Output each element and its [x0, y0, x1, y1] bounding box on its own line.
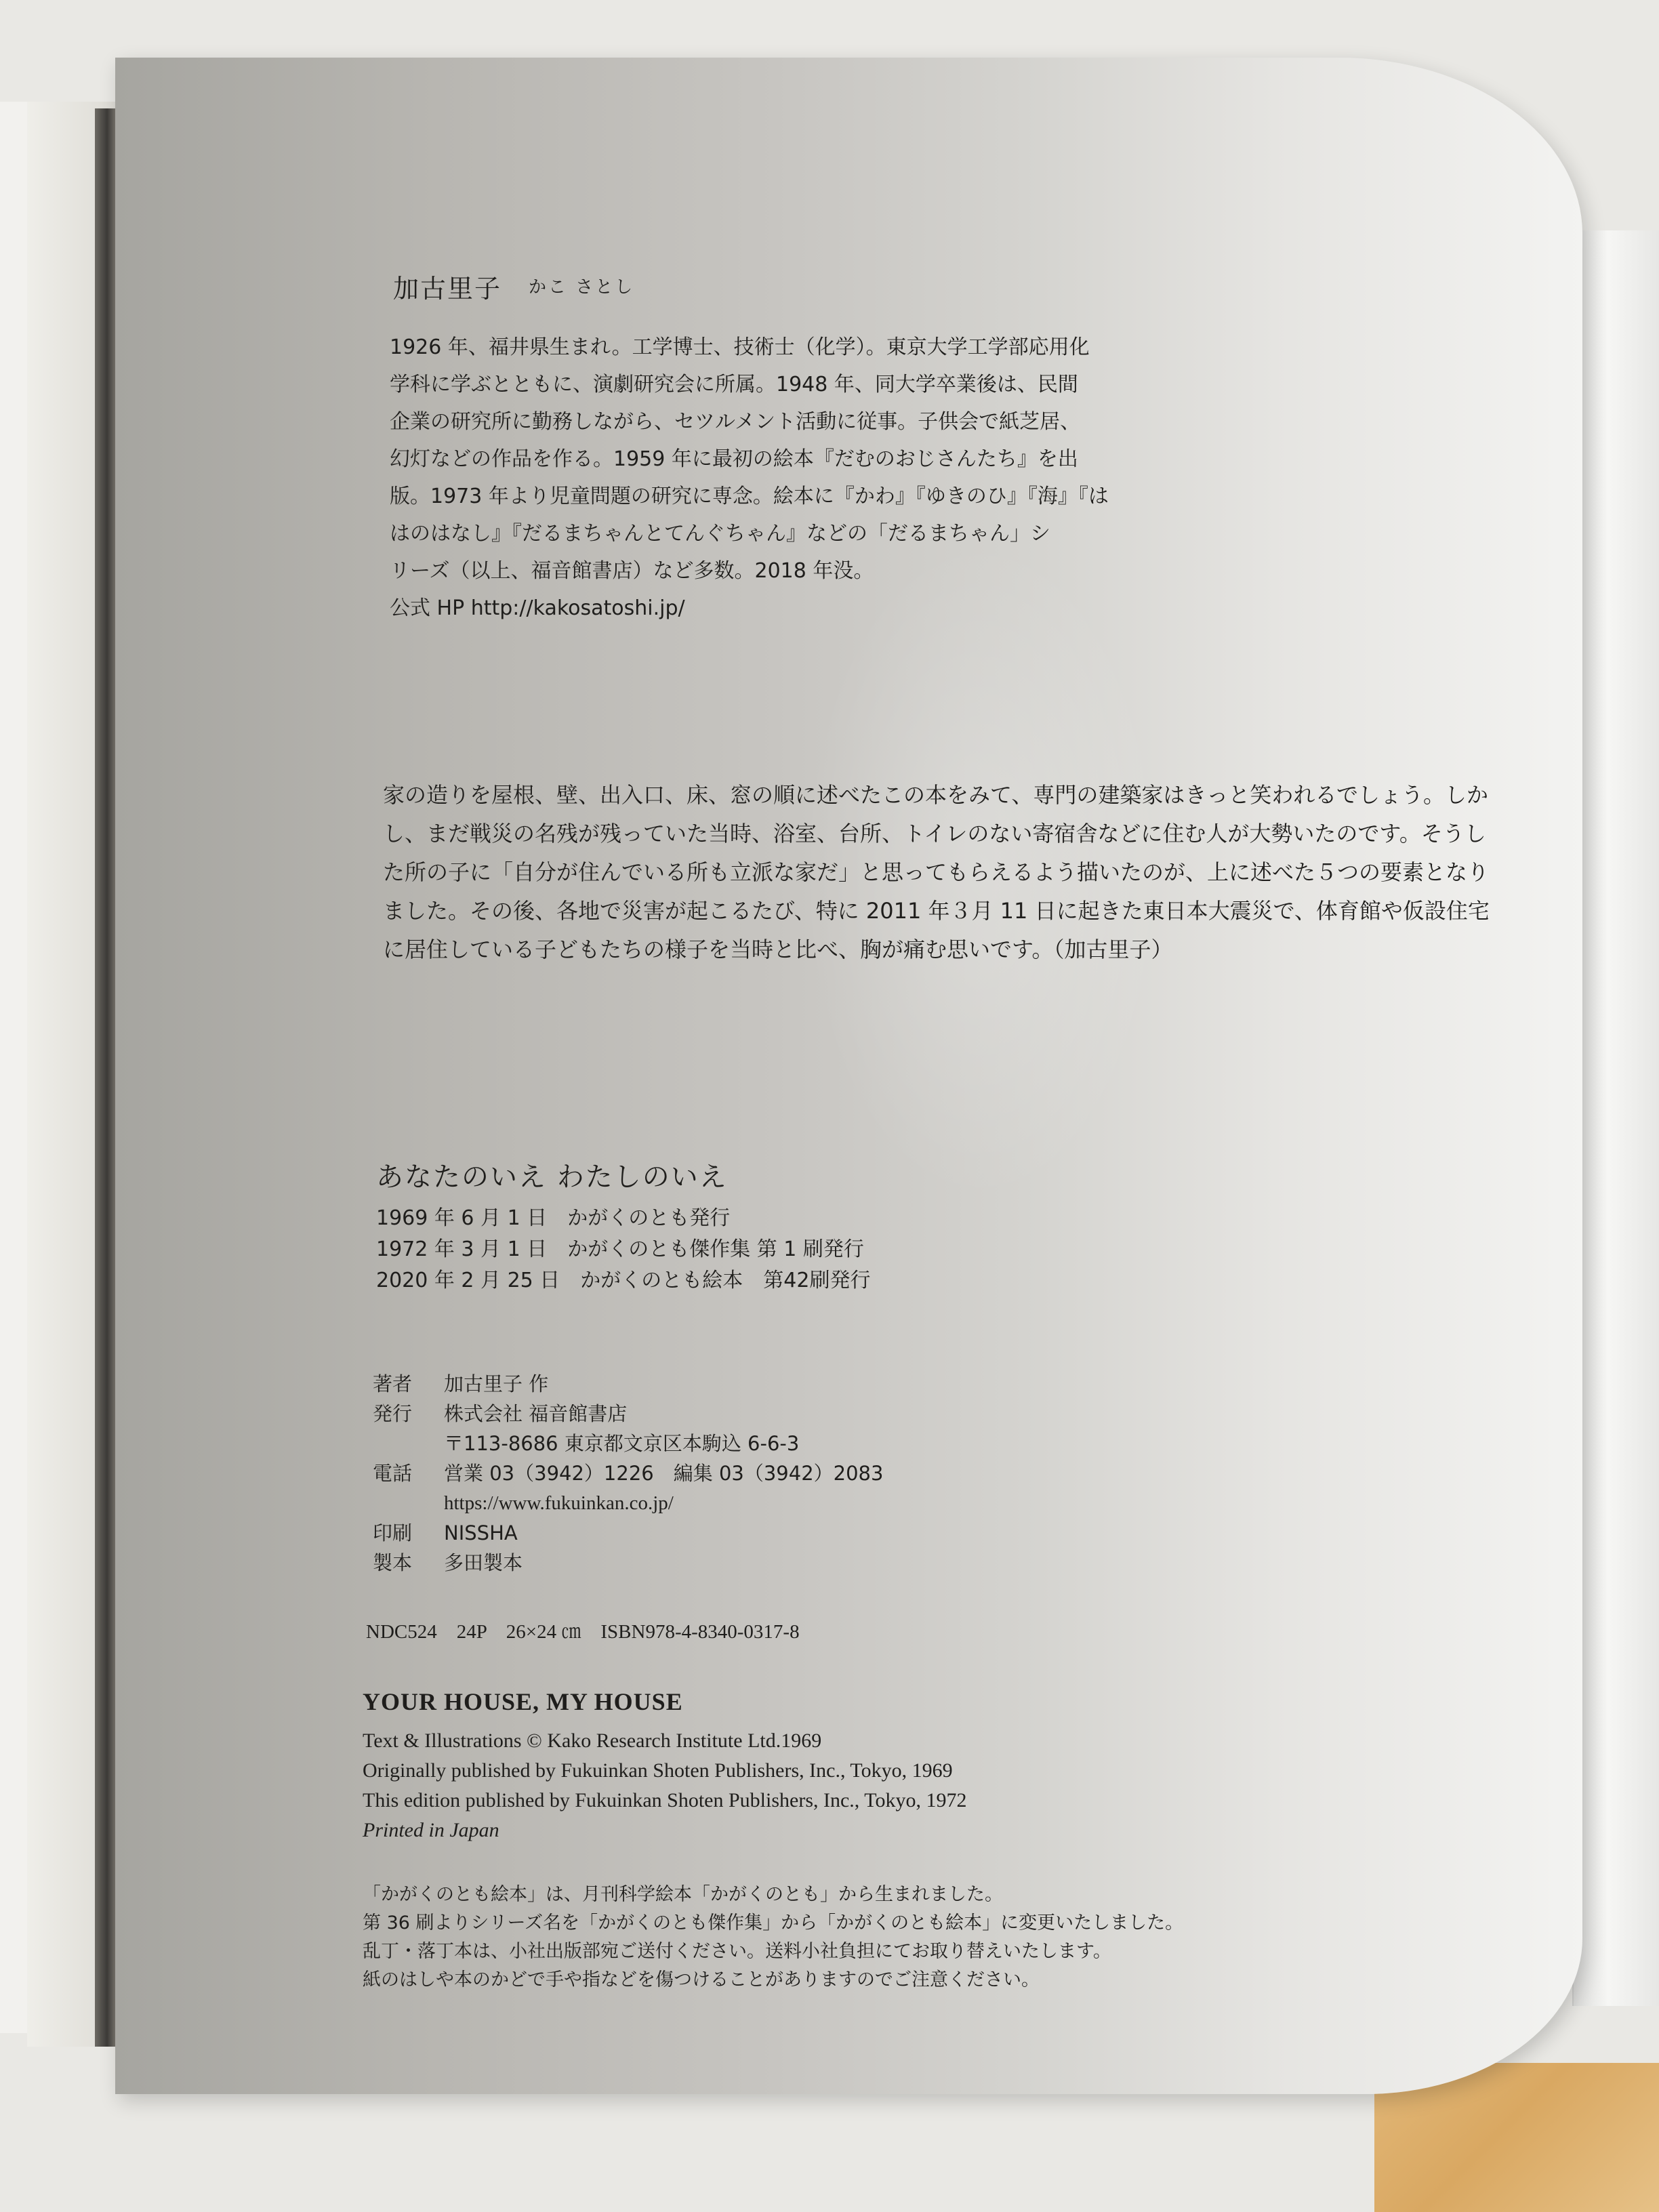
english-title: YOUR HOUSE, MY HOUSE [363, 1688, 683, 1715]
bio-line: 幻灯などの作品を作る。1959 年に最初の絵本『だむのおじさんたち』を出 [390, 447, 1078, 471]
colophon-label: 著者 [373, 1372, 413, 1395]
colophon-value: NISSHA [444, 1521, 518, 1544]
bio-line: 学科に学ぶとともに、演劇研究会に所属。1948 年、同大学卒業後は、民間 [390, 373, 1078, 396]
bio-line: リーズ（以上、福音館書店）など多数。2018 年没。 [390, 559, 874, 583]
bio-line: はのはなし』『だるまちゃんとてんぐちゃん』などの「だるまちゃん」シ [390, 522, 1050, 546]
colophon-label [373, 1429, 444, 1458]
colophon-row [373, 1429, 883, 1458]
colophon-row [373, 1518, 883, 1548]
bio-line: 1926 年、福井県生まれ。工学博士、技術士（化学）。東京大学工学部応用化 [390, 335, 1090, 359]
note-line: に居住している子どもたちの様子を当時と比べ、胸が痛む思いです。（加古里子） [383, 937, 1173, 962]
author-name: 加古里子 [393, 274, 502, 304]
official-site: 公式 HP http://kakosatoshi.jp/ [390, 596, 685, 620]
colophon [373, 1369, 883, 1578]
notice-line: 紙のはしや本のかどで手や指などを傷つけることがありますのでご注意ください。 [363, 1969, 1040, 1990]
isbn-line: NDC524 24P 26×24 ㎝ ISBN978-4-8340-0317-8 [366, 1621, 800, 1643]
note-line: た所の子に「自分が住んでいる所も立派な家だ」と思ってもらえるよう描いたのが、上に述べた５つの要素となり [383, 859, 1490, 885]
colophon-label [373, 1488, 444, 1518]
edition-line: 2020 年 2 月 25 日 かがくのとも絵本 第42刷発行 [376, 1269, 871, 1292]
copyright-line: Text & Illustrations © Kako Research Institute Ltd.1969 [363, 1729, 822, 1752]
edition-line: 1972 年 3 月 1 日 かがくのとも傑作集 第 1 刷発行 [376, 1237, 864, 1261]
edition-publication-line: This edition published by Fukuinkan Shoten Publishers, Inc., Tokyo, 1972 [363, 1789, 967, 1811]
colophon-row [373, 1458, 883, 1488]
printed-in-line: Printed in Japan [363, 1819, 499, 1841]
bio-line: 版。1973 年より児童問題の研究に専念。絵本に『かわ』『ゆきのひ』『海』『は [390, 485, 1109, 508]
author-bio [390, 329, 1109, 627]
note-line: 家の造りを屋根、壁、出入口、床、窓の順に述べたこの本をみて、専門の建築家はきっと笑われるでしょう。しか [383, 782, 1489, 808]
colophon-label: 発行 [373, 1402, 413, 1425]
book-spine [95, 108, 115, 2047]
left-page-edge [0, 102, 28, 2033]
colophon-row [373, 1399, 883, 1429]
book-title: あなたのいえ わたしのいえ [376, 1162, 728, 1193]
colophon-value: 株式会社 福音館書店 [444, 1402, 628, 1425]
publisher-url: https://www.fukuinkan.co.jp/ [444, 1492, 674, 1514]
original-publication-line: Originally published by Fukuinkan Shoten Publishers, Inc., Tokyo, 1969 [363, 1759, 953, 1782]
book-page [115, 58, 1582, 2094]
colophon-label: 電話 [373, 1462, 413, 1485]
adjacent-book [1572, 230, 1659, 2006]
colophon-value: 多田製本 [444, 1551, 523, 1574]
colophon-row [373, 1548, 883, 1578]
colophon-label: 製本 [373, 1551, 413, 1574]
author-kana: かこ さとし [529, 277, 635, 298]
bio-line: 企業の研究所に勤務しながら、セツルメント活動に従事。子供会で紙芝居、 [390, 410, 1081, 434]
notice-line: 「かがくのとも絵本」は、月刊科学絵本「かがくのとも」から生まれました。 [363, 1884, 1003, 1905]
edition-history [376, 1203, 870, 1296]
notice [363, 1881, 1183, 1994]
notice-line: 乱丁・落丁本は、小社出版部宛ご送付ください。送料小社負担にてお取り替えいたします。 [363, 1941, 1111, 1962]
english-credits [363, 1726, 967, 1845]
colophon-label: 印刷 [373, 1521, 413, 1544]
colophon-value: 営業 03（3942）1226 編集 03（3942）2083 [444, 1462, 884, 1485]
colophon-value: 加古里子 作 [444, 1372, 549, 1395]
note-line: し、まだ戦災の名残が残っていた当時、浴室、台所、トイレのない寄宿舎などに住む人が大勢いたのです。そうし [383, 821, 1486, 846]
colophon-value: 〒113-8686 東京都文京区本駒込 6-6-3 [444, 1432, 800, 1455]
edition-line: 1969 年 6 月 1 日 かがくのとも発行 [376, 1206, 731, 1230]
note-line: ました。その後、各地で災害が起こるたび、特に 2011 年３月 11 日に起きた東日本大震災で、体育館や仮設住宅 [383, 898, 1490, 924]
colophon-row [373, 1488, 883, 1518]
colophon-row [373, 1369, 883, 1399]
author-note [383, 776, 1490, 969]
notice-line: 第 36 刷よりシリーズ名を「かがくのとも傑作集」から「かがくのとも絵本」に変更いたしました。 [363, 1912, 1184, 1933]
